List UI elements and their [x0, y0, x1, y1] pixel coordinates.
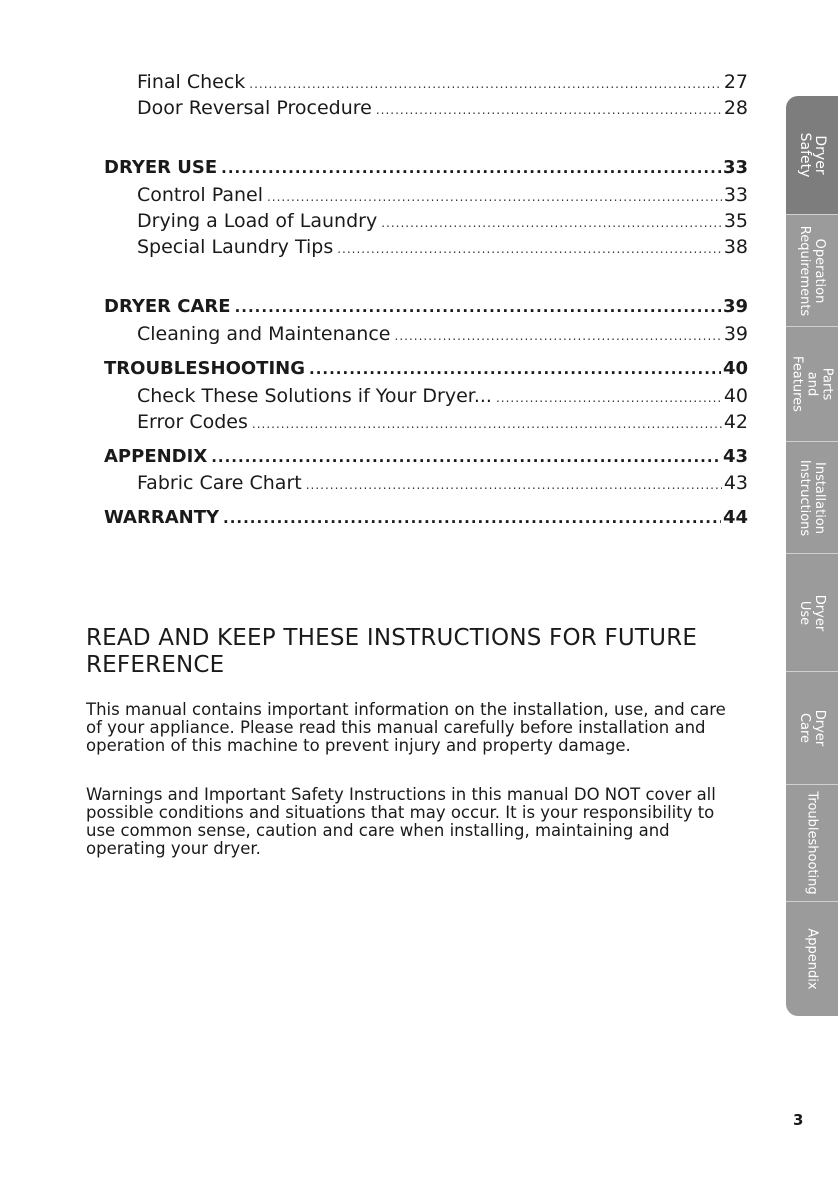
- toc-entry-page: 40: [723, 385, 748, 407]
- toc-entry-label: Control Panel: [137, 184, 263, 206]
- toc-entry[interactable]: [137, 96, 748, 120]
- toc-section-page: 33: [722, 157, 748, 178]
- toc-section-label: WARRANTY: [104, 507, 220, 528]
- toc-entry-label: Special Laundry Tips: [137, 236, 334, 258]
- tab-label: Dryer Use: [797, 594, 827, 631]
- toc-section[interactable]: [104, 445, 748, 469]
- toc-section[interactable]: [104, 357, 748, 381]
- toc-dot-leader: [381, 213, 722, 233]
- toc-entry-label: Check These Solutions if Your Dryer...: [137, 385, 492, 407]
- tab-appendix[interactable]: [786, 902, 838, 1016]
- tab-installation-instructions[interactable]: [786, 442, 838, 554]
- toc-dot-leader: [223, 508, 721, 528]
- tab-label: Dryer Safety: [797, 132, 828, 178]
- toc-entry-label: Fabric Care Chart: [137, 472, 302, 494]
- toc-entry[interactable]: [137, 410, 748, 434]
- toc-entry[interactable]: [137, 322, 748, 346]
- tab-dryer-care[interactable]: [786, 672, 838, 785]
- toc-entry[interactable]: [137, 183, 748, 207]
- warning-paragraph: Warnings and Important Safety Instructions in this manual DO NOT cover all possible conditions and situations that may occur. It is your responsibility to use common sense, caution and care when installing, maintaining and operating your dryer.: [86, 785, 716, 858]
- toc-entry-page: 42: [723, 411, 748, 433]
- toc-section-page: 39: [722, 296, 748, 317]
- toc-dot-leader: [337, 239, 722, 259]
- tab-operation-requirements[interactable]: [786, 215, 838, 327]
- tab-label: Dryer Care: [797, 709, 827, 747]
- tab-dryer-safety[interactable]: [786, 96, 838, 215]
- toc-section-page: 40: [722, 358, 748, 379]
- tab-troubleshooting[interactable]: [786, 785, 838, 902]
- toc-section[interactable]: [104, 156, 748, 180]
- tab-label: Installation Instructions: [797, 459, 827, 536]
- toc-entry-label: Error Codes: [137, 411, 248, 433]
- toc-entry-label: Door Reversal Procedure: [137, 97, 372, 119]
- toc-dot-leader: [252, 414, 722, 434]
- toc-entry[interactable]: [137, 235, 748, 259]
- toc-section-label: TROUBLESHOOTING: [104, 358, 305, 379]
- toc-section-label: APPENDIX: [104, 446, 208, 467]
- tab-label: Appendix: [804, 928, 820, 990]
- toc-entry[interactable]: [137, 70, 748, 94]
- tab-label: Operation Requirements: [797, 225, 827, 316]
- tab-dryer-use[interactable]: [786, 554, 838, 672]
- toc-section[interactable]: [104, 295, 748, 319]
- tab-parts-and-features[interactable]: [786, 327, 838, 442]
- toc-entry-page: 35: [723, 210, 748, 232]
- toc-dot-leader: [249, 74, 722, 94]
- toc-entry[interactable]: [137, 384, 748, 408]
- toc-entry-page: 38: [723, 236, 748, 258]
- toc-section-page: 44: [722, 507, 748, 528]
- toc-dot-leader: [267, 187, 722, 207]
- section-heading: READ AND KEEP THESE INSTRUCTIONS FOR FUTURE REFERENCE: [86, 625, 698, 678]
- toc-section[interactable]: [104, 506, 748, 530]
- toc-section-label: DRYER CARE: [104, 296, 231, 317]
- toc-entry-page: 33: [723, 184, 748, 206]
- toc-entry[interactable]: [137, 471, 748, 495]
- intro-paragraph: This manual contains important information on the installation, use, and care of your appliance. Please read this manual carefully before installation and operation of this machine to prevent injury and property damage.: [86, 700, 726, 755]
- section-tabs: [786, 96, 838, 1016]
- toc-entry-label: Final Check: [137, 71, 246, 93]
- toc-dot-leader: [235, 297, 721, 317]
- toc-section-label: DRYER USE: [104, 157, 218, 178]
- toc-dot-leader: [306, 475, 722, 495]
- page-number: 3: [793, 1111, 804, 1129]
- toc-entry-page: 43: [723, 472, 748, 494]
- toc-entry-page: 39: [723, 323, 748, 345]
- toc-dot-leader: [309, 359, 721, 379]
- tab-label: Troubleshooting: [804, 791, 820, 895]
- toc-section-page: 43: [722, 446, 748, 467]
- toc-dot-leader: [221, 158, 721, 178]
- toc-entry-label: Cleaning and Maintenance: [137, 323, 391, 345]
- toc-entry-page: 27: [723, 71, 748, 93]
- toc-dot-leader: [376, 100, 722, 120]
- toc-entry-label: Drying a Load of Laundry: [137, 210, 378, 232]
- tab-label: Parts and Features: [789, 356, 835, 412]
- toc-entry[interactable]: [137, 209, 748, 233]
- toc-entry-page: 28: [723, 97, 748, 119]
- toc-dot-leader: [211, 447, 721, 467]
- toc-dot-leader: [496, 388, 722, 408]
- toc-dot-leader: [395, 326, 722, 346]
